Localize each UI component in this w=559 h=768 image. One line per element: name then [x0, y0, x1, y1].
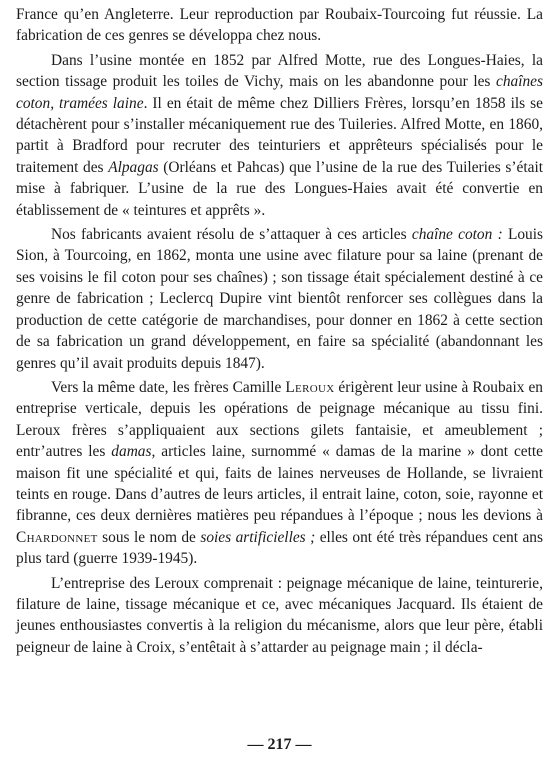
paragraph-4	[16, 573, 543, 659]
paragraph-4-text: L’entreprise des Leroux comprenait : peignage mécanique de laine, teinturerie, filature de laine, tissage mécanique et ce, avec mécaniques Jacquard. Ils étaient de jeunes enthousiastes convertis à la religion du mécanisme, alors que leur père, établi peigneur de laine à Croix, s’entêtait à s’attarder au peignage main ; il décla-	[16, 574, 543, 656]
paragraph-1-segment-2: . Il en était de même chez Dilliers Frères, lorsqu’en 1858 ils se détachèrent pour s’installer mécaniquement rue des Tuileries. Alfred Motte, en 1860, partit à Bradford pour recruter des teinturiers et apprêteurs spécialisés pour le traitement des	[16, 94, 543, 176]
italic-soies-artificielles: soies artificielles ;	[200, 528, 316, 546]
paragraph-0-text: France qu’en Angleterre. Leur reproduction par Roubaix-Tourcoing fut réussie. La fabrication de ces genres se développa chez nous.	[16, 6, 543, 45]
paragraph-2	[16, 224, 543, 374]
page-body	[16, 4, 543, 661]
paragraph-0	[16, 4, 543, 47]
paragraph-3-segment-5: elles ont été très répandues cent ans plus tard (guerre 1939-1945).	[16, 528, 543, 568]
italic-damas: damas,	[111, 443, 156, 461]
paragraph-2-segment-1: Nos fabricants avaient résolu de s’attaquer à ces articles	[51, 226, 412, 244]
paragraph-1-segment-1: Dans l’usine montée en 1852 par Alfred Motte, rue des Longues-Haies, la section tissage produit les toiles de Vichy, mais on les abandonne pour les	[16, 51, 543, 91]
paragraph-3	[16, 377, 543, 570]
paragraph-3-segment-4: sous le nom de	[97, 528, 201, 546]
paragraph-3-segment-2: érigèrent leur usine à Roubaix en entreprise verticale, depuis les opérations de peignage mécanique au tissu fini. Leroux frères s’appliquaient aux sections gilets fantaisie, et ameublement ; entr’autres les	[16, 378, 543, 461]
paragraph-1-segment-3: (Orléans et Pahcas) que l’usine de la rue des Tuileries s’était mise à fabriquer. L’usine de la rue des Longues-Haies avait été convertie en établissement de « teintures et apprêts ».	[16, 158, 543, 219]
italic-chaine-coton: chaîne coton :	[411, 226, 503, 244]
small-caps-chardonnet: Chardonnet	[16, 528, 98, 546]
paragraph-1	[16, 50, 543, 221]
paragraph-3-segment-3: articles laine, surnommé « damas de la marine » dont cette maison fit une spécialité et qui, faits de laines nerveuses de Hollande, se livraient teints en rouge. Dans d’autres de leurs articles, il entrait laine, coton, soie, rayonne et fibranne, ces deux dernières matières peu répandues à l’époque ; nous les devions à	[16, 443, 543, 525]
italic-alpagas: Alpagas	[108, 158, 159, 176]
paragraph-2-segment-2: Louis Sion, à Tourcoing, en 1862, monta une usine avec filature pour sa laine (prenant de ses voisins le fil coton pour ses chaînes) ; son tissage était spécialement destiné à ce genre de fabrication ; Leclercq Dupire vint bientôt renforcer ses collègues dans la production de cette catégorie de marchandises, pour donner en 1862 à cette section de sa fabrication un grand développement, en faire sa spécialité (abandonnant les genres qu’il avait produits depuis 1847).	[16, 226, 544, 372]
small-caps-leroux: Leroux	[285, 378, 335, 396]
italic-chaines-coton: chaînes coton, tramées laine	[16, 73, 543, 112]
paragraph-3-segment-1: Vers la même date, les frères Camille	[51, 378, 286, 396]
page-number: — 217 —	[247, 736, 312, 753]
